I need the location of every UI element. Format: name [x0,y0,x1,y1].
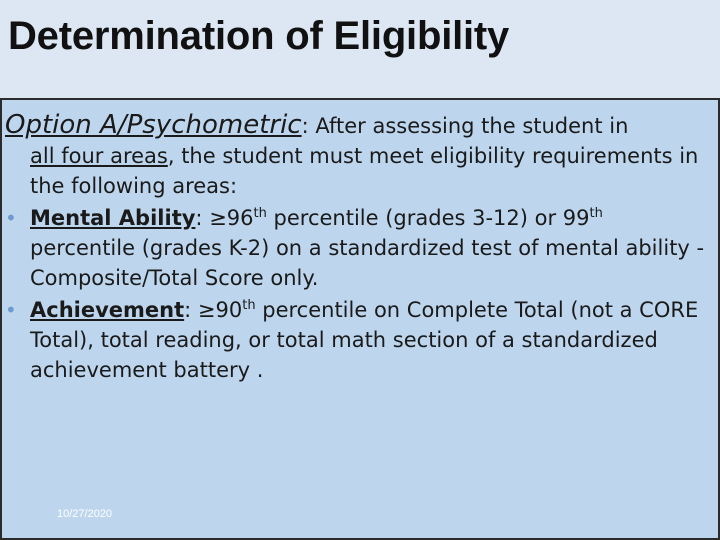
bullet-sup-a: th [253,206,267,221]
bullet-text-b: percentile on Complete Total (not a CORE Total), total reading, or total math section of a standardized achievement battery . [30,298,699,382]
bullet-term: Mental Ability [30,206,196,230]
bullet-sup-b: th [589,206,603,221]
slide-title: Determination of Eligibility [8,14,510,58]
bullet-sup-a: th [242,298,256,313]
bullet-term: Achievement [30,298,185,322]
bullet-text-c: percentile (grades K-2) on a standardized test of mental ability - Composite/Total Score only. [30,236,705,290]
option-colon: : [301,114,316,138]
title-bar [0,0,720,98]
bullet-achievement [5,295,713,385]
bullet-mental-ability [5,203,713,293]
bullet-icon: • [5,298,17,322]
bullet-sep: : [195,206,210,230]
bullet-text-a: ≥96 [209,206,254,230]
option-intro-underlined: all four areas [30,144,168,168]
option-intro-after: , the student must meet eligibility requirements in the following areas: [30,144,699,198]
option-heading: Option A/Psychometric [5,110,302,140]
slide-body [5,110,713,385]
bullet-icon: • [5,206,17,230]
bullet-text-b: percentile (grades 3-12) or 99 [266,206,590,230]
bullet-sep: : [184,298,198,322]
slide-date: 10/27/2020 [57,508,113,520]
option-paragraph [5,110,713,201]
bullet-text-a: ≥90 [197,298,243,322]
option-intro-before: After assessing the student in [315,114,629,138]
